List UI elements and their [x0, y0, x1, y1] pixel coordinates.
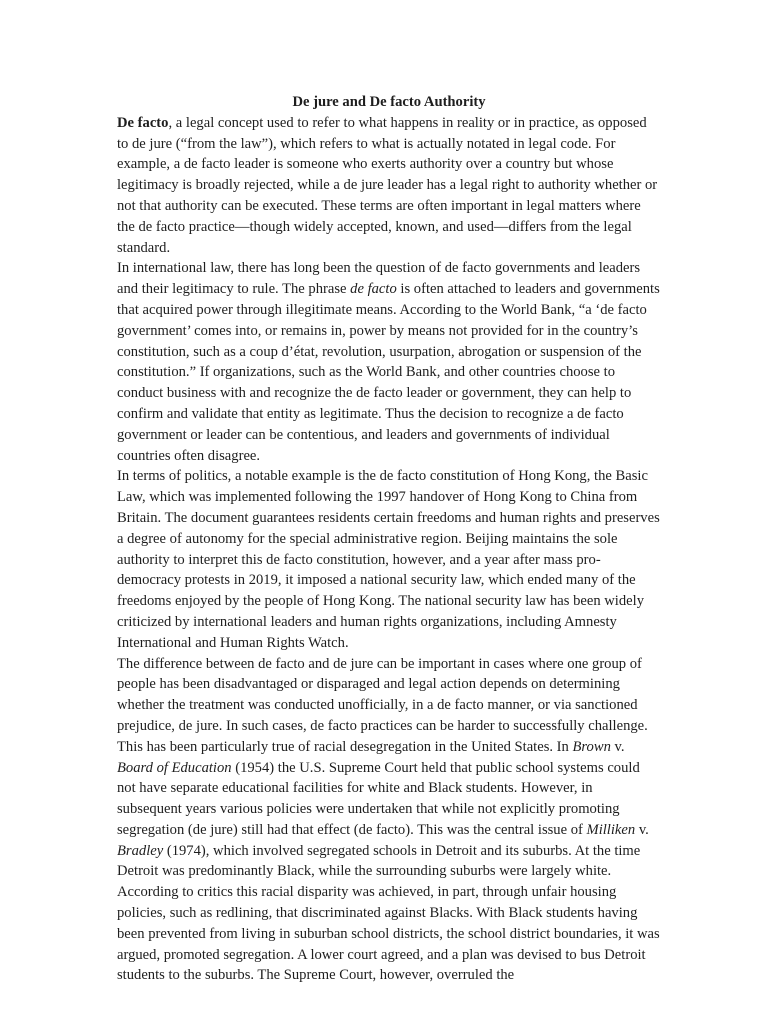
- paragraph-4-text-d: v.: [635, 821, 649, 838]
- paragraph-2-text-a: In international law, there has long been the question of de facto governments and leaders and their legitimacy to rule. The phrase: [117, 260, 641, 298]
- paragraph-1-text: , a legal concept used to refer to what happens in reality or in practice, as opposed to de jure (“from the law”), which refers to what is actually notated in legal code. For example, a de facto leader is someone who exerts authority over a country but whose legitimacy is broadly rejected, while a de jure leader has a legal right to authority whether or not that authority can be executed. These terms are often important in legal matters where the de facto practice—though widely accepted, known, and used—differs from the legal standard.: [117, 114, 658, 256]
- document-page: [117, 92, 661, 986]
- paragraph-4-italic-a: Brown: [572, 738, 611, 755]
- paragraph-2: [117, 258, 661, 466]
- paragraph-4-text-a: The difference between de facto and de jure can be important in cases where one group of people has been disadvantaged or disparaged and legal action depends on determining whether the treatment was conducted unofficially, in a de facto manner, or via sanctioned prejudice, de jure. In such cases, de facto practices can be harder to successfully challenge. This has been particularly true of racial desegregation in the United States. In: [117, 655, 648, 755]
- paragraph-4-text-c: (1954) the U.S. Supreme Court held that public school systems could not have separate educational facilities for white and Black students. However, in subsequent years various policies were undertaken that while not explicitly promoting segregation (de jure) still had that effect (de facto). This was the central issue of: [117, 759, 640, 838]
- paragraph-4-italic-c: Milliken: [586, 821, 636, 838]
- paragraph-3: [117, 466, 661, 653]
- paragraph-4-italic-b: Board of Education: [117, 759, 232, 776]
- paragraph-1: [117, 113, 661, 259]
- paragraph-3-text: In terms of politics, a notable example is the de facto constitution of Hong Kong, the Basic Law, which was implemented following the 1997 handover of Hong Kong to China from Britain. The document guarantees residents certain freedoms and human rights and preserves a degree of autonomy for the special administrative region. Beijing maintains the sole authority to interpret this de facto constitution, however, and a year after mass pro-democracy protests in 2019, it imposed a national security law, which ended many of the freedoms enjoyed by the people of Hong Kong. The national security law has been widely criticized by international leaders and human rights organizations, including Amnesty International and Human Rights Watch.: [117, 468, 660, 651]
- paragraph-2-italic-a: de facto: [350, 281, 397, 298]
- paragraph-4-italic-d: Bradley: [117, 842, 164, 859]
- paragraph-4: [117, 654, 661, 987]
- paragraph-4-text-b: v.: [610, 738, 625, 755]
- document-title: De jure and De facto Authority: [292, 94, 486, 110]
- paragraph-2-text-b: is often attached to leaders and governments that acquired power through illegitimate means. According to the World Bank, “a ‘de facto government’ comes into, or remains in, power by means not provided for in the country’s constitution, such as a coup d’état, revolution, usurpation, abrogation or suspension of the constitution.” If organizations, such as the World Bank, and other countries choose to conduct business with and recognize the de facto leader or government, they can help to confirm and validate that entity as legitimate. Thus the decision to recognize a de facto government or leader can be contentious, and leaders and governments of individual countries often disagree.: [117, 281, 660, 464]
- paragraph-4-text-e: (1974), which involved segregated schools in Detroit and its suburbs. At the time Detroit was predominantly Black, while the surrounding suburbs were largely white. According to critics this racial disparity was achieved, in part, through unfair housing policies, such as redlining, that discriminated against Blacks. With Black students having been prevented from living in suburban school districts, the school district boundaries, it was argued, promoted segregation. A lower court agreed, and a plan was devised to bus Detroit students to the suburbs. The Supreme Court, however, overruled the: [117, 842, 660, 984]
- lead-term: De facto: [117, 114, 169, 131]
